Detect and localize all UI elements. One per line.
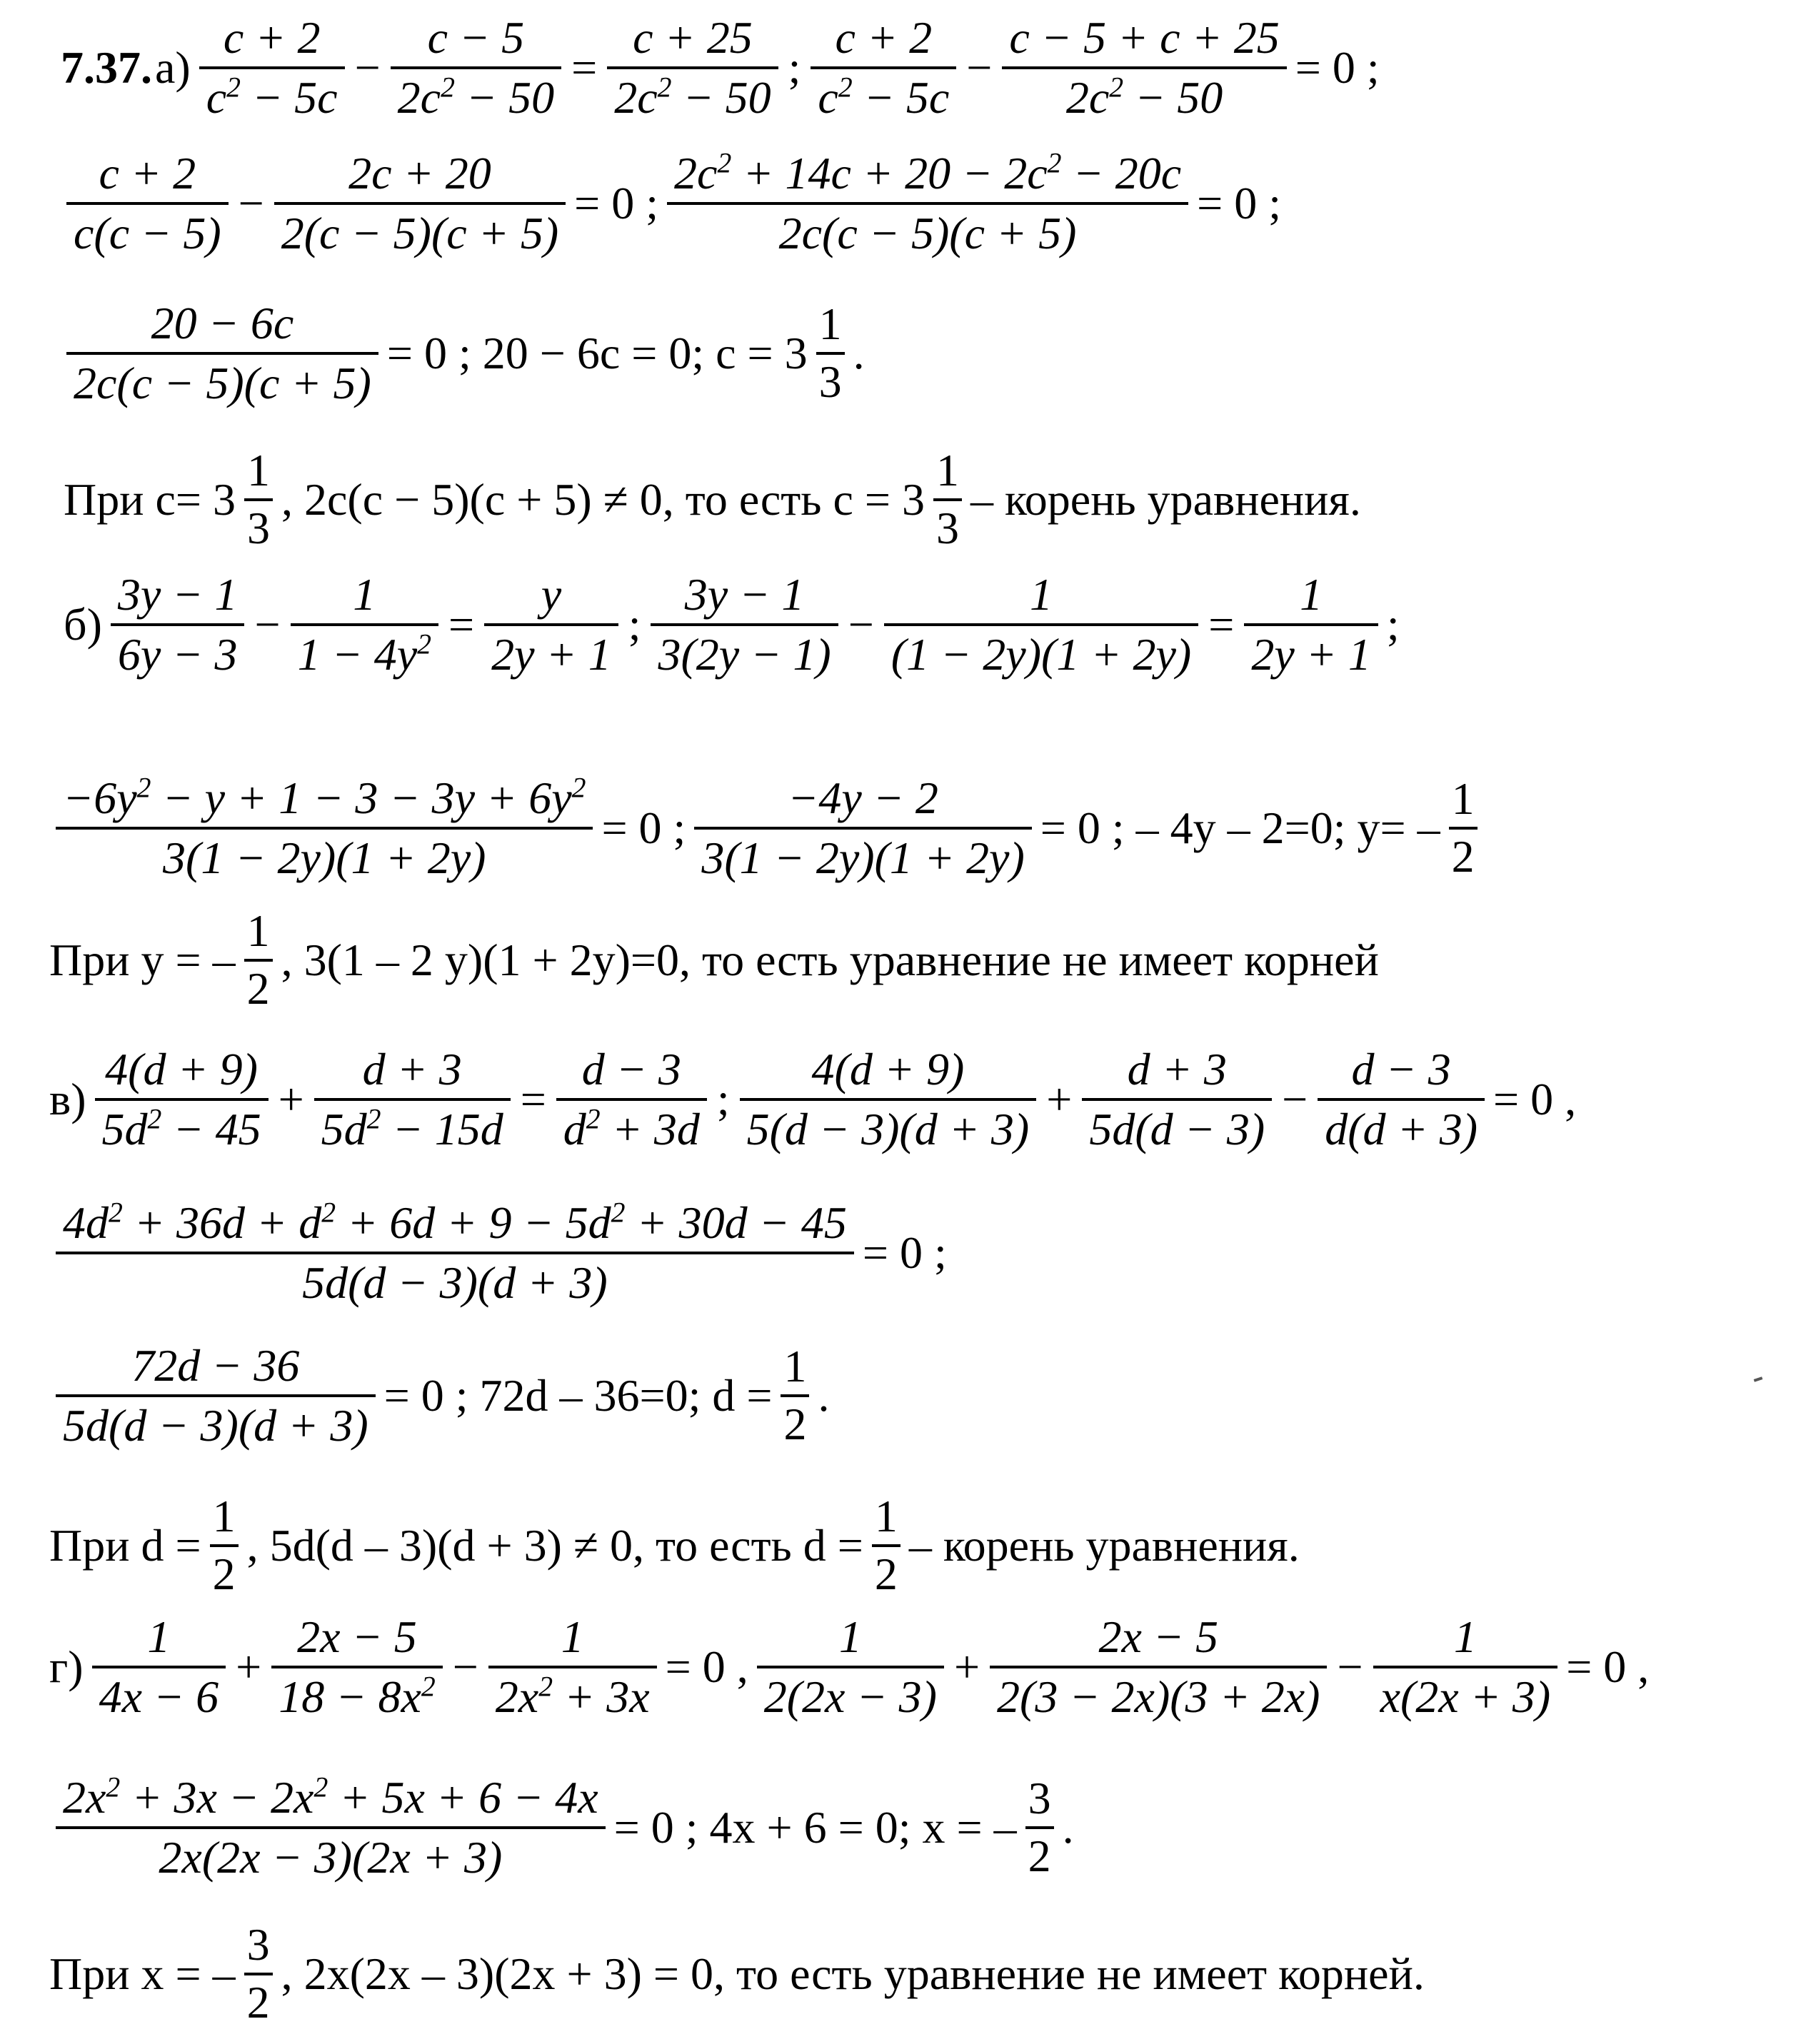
fraction: $\frac{c - 5}{2c^2 - 50}$ bbox=[391, 9, 561, 126]
fraction: $\frac{2c + 20}{2(c - 5)(c + 5)}$ bbox=[274, 145, 566, 262]
fraction: $\frac{1}{2}$ bbox=[244, 904, 273, 1017]
fraction: $\frac{c - 5 + c + 25}{2c^2 - 50}$ bbox=[1002, 9, 1286, 126]
line-a-eq2: $\frac{c + 2}{c(c - 5)}$ − $\frac{2c + 20}{2(c - 5)(c + 5)}$ = 0 ; $\frac{2c^2 + 14c + 20 - 2c^2 - 20c}{2c(c - 5)(c + 5)}$ = 0 ; bbox=[61, 150, 1796, 257]
fraction: $\frac{1}{(1 - 2y)(1 + 2y)}$ bbox=[884, 566, 1198, 683]
line-a-eq1: 7.37. а) $\frac{c + 2}{c^2 - 5c}$ − $\frac{c - 5}{2c^2 - 50}$ = $\frac{c + 25}{2c^2 - 50}$ ; $\frac{c + 2}{c^2 - 5c}$ − $\frac{c - 5 + c + 25}{2c^2 - 50}$ = 0 ; bbox=[61, 14, 1796, 121]
line-a-conclusion: При c= 3 $\frac{1}{3}$ , 2c(c − 5)(c + 5) ≠ 0, то есть c = 3 $\frac{1}{3}$ – корень уравнения. bbox=[61, 443, 1796, 557]
fraction: $\frac{2c^2 + 14c + 20 - 2c^2 - 20c}{2c(c - 5)(c + 5)}$ bbox=[667, 145, 1188, 262]
part-a-label: а) bbox=[155, 42, 191, 93]
line-g-conclusion: При x = – $\frac{3}{2}$ , 2x(2x – 3)(2x + 3) = 0, то есть уравнение не имеет корней. bbox=[46, 1920, 1796, 2028]
fraction: $\frac{1}{2x^2 + 3x}$ bbox=[488, 1608, 657, 1726]
fraction: $\frac{1}{2}$ bbox=[210, 1489, 239, 1602]
line-a-eq3: $\frac{20 - 6c}{2c(c - 5)(c + 5)}$ = 0 ; 20 − 6c = 0; c = 3 $\frac{1}{3}$ . bbox=[61, 300, 1796, 407]
fraction: $\frac{4(d + 9)}{5(d - 3)(d + 3)}$ bbox=[740, 1041, 1037, 1158]
line-v-eq1: в) $\frac{4(d + 9)}{5d^2 - 45}$ + $\frac{d + 3}{5d^2 - 15d}$ = $\frac{d - 3}{d^2 + 3d}$ ; $\frac{4(d + 9)}{5(d - 3)(d + 3)}$ + $\frac{d + 3}{5d(d - 3)}$ − $\frac{d - 3}{d(d + 3)}$ = 0 , bbox=[46, 1042, 1796, 1157]
fraction: $\frac{2x - 5}{2(3 - 2x)(3 + 2x)}$ bbox=[990, 1608, 1327, 1726]
fraction: $\frac{2x - 5}{18 - 8x^2}$ bbox=[271, 1608, 442, 1726]
part-g-label: г) bbox=[49, 1641, 84, 1692]
fraction: $\frac{1}{2(2x - 3)}$ bbox=[757, 1608, 944, 1726]
part-v-label: в) bbox=[49, 1074, 86, 1124]
fraction: $\frac{d + 3}{5d(d - 3)}$ bbox=[1082, 1041, 1272, 1158]
fraction: $\frac{-4y - 2}{3(1 - 2y)(1 + 2y)}$ bbox=[694, 770, 1031, 887]
fraction: $\frac{d + 3}{5d^2 - 15d}$ bbox=[314, 1041, 511, 1158]
fraction: $\frac{4(d + 9)}{5d^2 - 45}$ bbox=[95, 1041, 269, 1158]
fraction: $\frac{1}{3}$ bbox=[933, 443, 962, 556]
fraction: $\frac{1}{2}$ bbox=[1449, 772, 1478, 885]
fraction: $\frac{1}{2}$ bbox=[781, 1339, 809, 1452]
fraction: $\frac{c + 25}{2c^2 - 50}$ bbox=[607, 9, 778, 126]
fraction: $\frac{y}{2y + 1}$ bbox=[484, 566, 618, 683]
fraction: $\frac{3}{2}$ bbox=[1025, 1771, 1054, 1884]
line-v-eq2: $\frac{4d^2 + 36d + d^2 + 6d + 9 - 5d^2 + 30d - 45}{5d(d - 3)(d + 3)}$ = 0 ; bbox=[50, 1199, 1796, 1307]
line-b-conclusion: При y = – $\frac{1}{2}$ , 3(1 – 2 y)(1 + 2y)=0, то есть уравнение не имеет корней bbox=[46, 907, 1796, 1014]
fraction: $\frac{20 - 6c}{2c(c - 5)(c + 5)}$ bbox=[66, 295, 378, 412]
fraction: $\frac{c + 2}{c^2 - 5c}$ bbox=[199, 9, 345, 126]
fraction: $\frac{1}{4x - 6}$ bbox=[92, 1608, 226, 1726]
fraction: $\frac{1}{1 - 4y^2}$ bbox=[291, 566, 438, 683]
fraction: $\frac{1}{2y + 1}$ bbox=[1244, 566, 1378, 683]
fraction: $\frac{d - 3}{d(d + 3)}$ bbox=[1318, 1041, 1485, 1158]
line-b-eq2: $\frac{-6y^2 - y + 1 - 3 - 3y + 6y^2}{3(1 - 2y)(1 + 2y)}$ = 0 ; $\frac{-4y - 2}{3(1 - 2y)(1 + 2y)}$ = 0 ; – 4y – 2=0; y= – $\frac{1}{2}$ bbox=[50, 771, 1796, 885]
fraction: $\frac{72d - 36}{5d(d - 3)(d + 3)}$ bbox=[56, 1337, 376, 1454]
fraction: $\frac{c + 2}{c^2 - 5c}$ bbox=[811, 9, 956, 126]
line-g-eq2: $\frac{2x^2 + 3x - 2x^2 + 5x + 6 - 4x}{2x(2x - 3)(2x + 3)}$ = 0 ; 4x + 6 = 0; x = – $\frac{3}{2}$ . bbox=[50, 1774, 1796, 1881]
fraction: $\frac{3y - 1}{6y - 3}$ bbox=[111, 566, 245, 683]
line-v-eq3: $\frac{72d - 36}{5d(d - 3)(d + 3)}$ = 0 ; 72d – 36=0; d = $\frac{1}{2}$ . bbox=[50, 1342, 1796, 1449]
fraction: $\frac{c + 2}{c(c - 5)}$ bbox=[66, 145, 229, 262]
problem-number: 7.37. bbox=[61, 42, 152, 93]
fraction: $\frac{1}{3}$ bbox=[816, 297, 845, 410]
fraction: $\frac{1}{3}$ bbox=[244, 443, 273, 556]
fraction: $\frac{3}{2}$ bbox=[244, 1918, 273, 2030]
line-b-eq1: б) $\frac{3y - 1}{6y - 3}$ − $\frac{1}{1 - 4y^2}$ = $\frac{y}{2y + 1}$ ; $\frac{3y - 1}{3(2y - 1)}$ − $\frac{1}{(1 - 2y)(1 + 2y)}$ = $\frac{1}{2y + 1}$ ; bbox=[61, 568, 1796, 682]
fraction: $\frac{4d^2 + 36d + d^2 + 6d + 9 - 5d^2 + 30d - 45}{5d(d - 3)(d + 3)}$ bbox=[56, 1194, 854, 1312]
part-b-label: б) bbox=[64, 599, 102, 650]
fraction: $\frac{3y - 1}{3(2y - 1)}$ bbox=[651, 566, 838, 683]
fraction: $\frac{1}{x(2x + 3)}$ bbox=[1373, 1608, 1558, 1726]
fraction: $\frac{2x^2 + 3x - 2x^2 + 5x + 6 - 4x}{2x(2x - 3)(2x + 3)}$ bbox=[56, 1769, 606, 1886]
fraction: $\frac{-6y^2 - y + 1 - 3 - 3y + 6y^2}{3(1 - 2y)(1 + 2y)}$ bbox=[56, 770, 593, 887]
fraction: $\frac{d - 3}{d^2 + 3d}$ bbox=[556, 1041, 707, 1158]
line-g-eq1: г) $\frac{1}{4x - 6}$ + $\frac{2x - 5}{18 - 8x^2}$ − $\frac{1}{2x^2 + 3x}$ = 0 , $\frac{1}{2(2x - 3)}$ + $\frac{2x - 5}{2(3 - 2x)(3 + 2x)}$ − $\frac{1}{x(2x + 3)}$ = 0 , bbox=[46, 1610, 1796, 1724]
line-v-conclusion: При d = $\frac{1}{2}$ , 5d(d – 3)(d + 3) ≠ 0, то есть d = $\frac{1}{2}$ – корень уравнения. bbox=[46, 1489, 1796, 1603]
fraction: $\frac{1}{2}$ bbox=[872, 1489, 900, 1602]
